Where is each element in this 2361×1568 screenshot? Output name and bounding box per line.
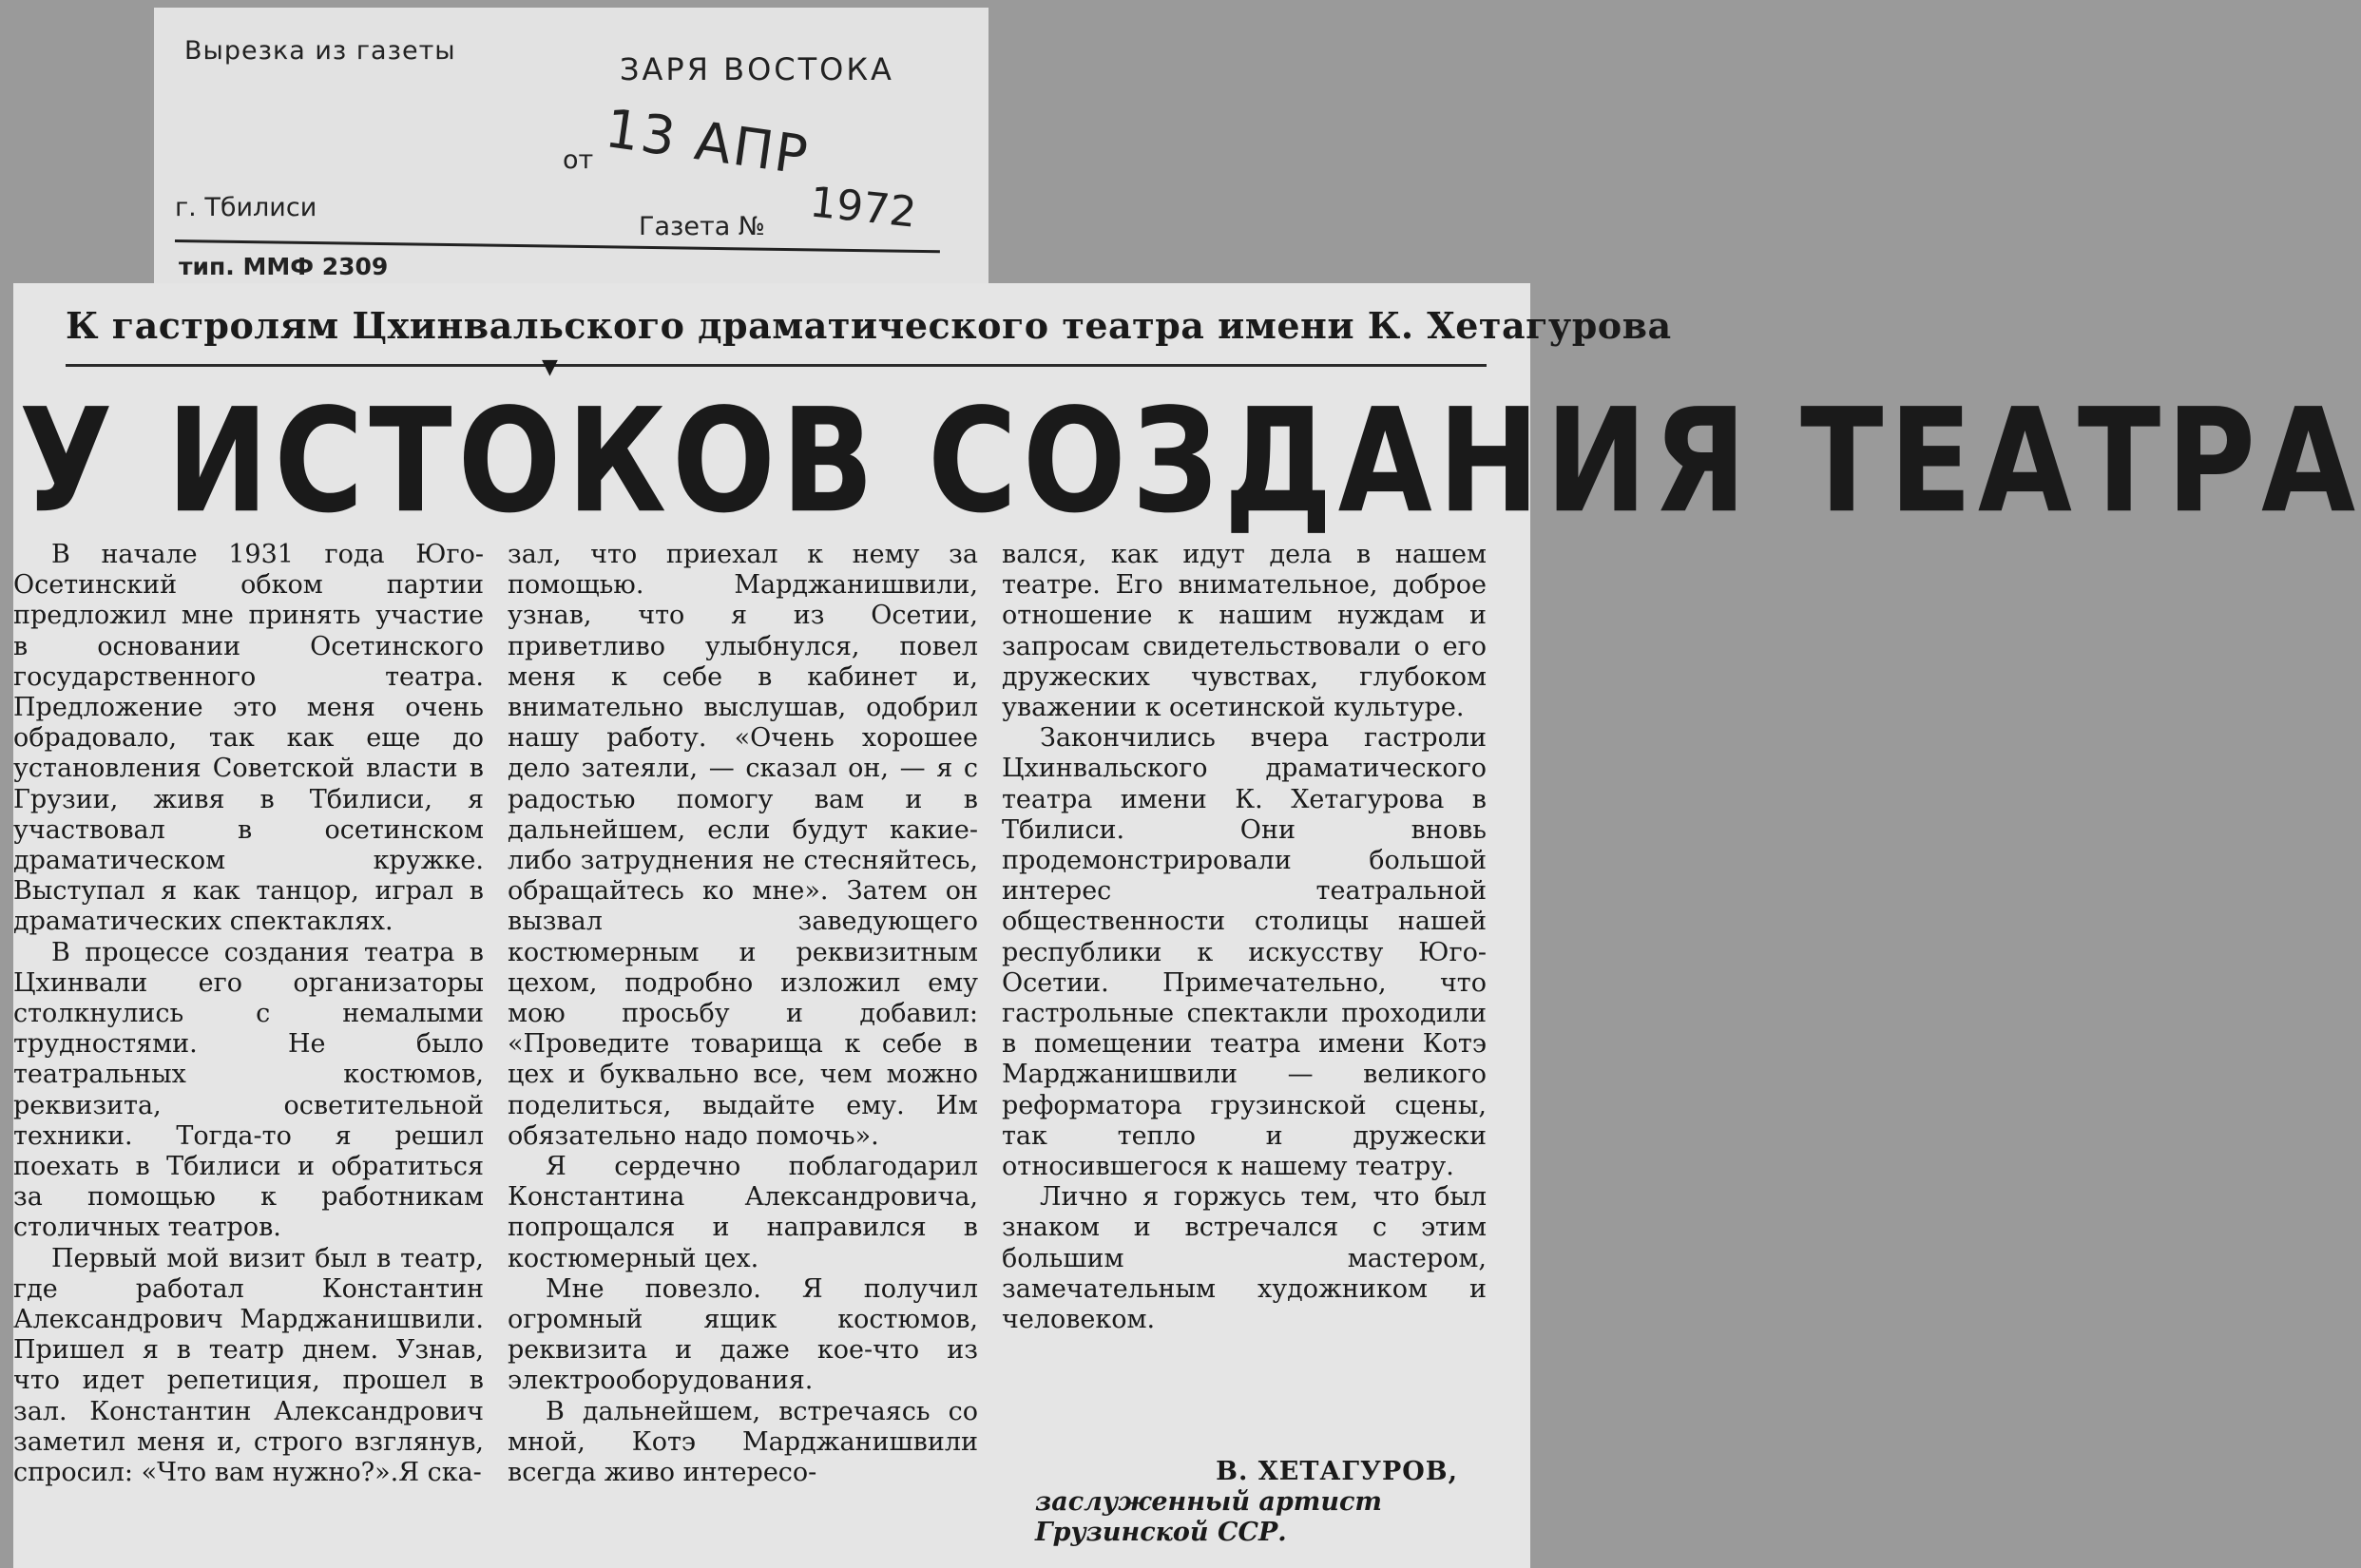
- kicker-divider: [66, 364, 1487, 367]
- newspaper-clipping: [13, 283, 2361, 1568]
- author-name: В. ХЕТАГУРОВ,: [1216, 1457, 1458, 1486]
- article-headline: У ИСТОКОВ СОЗДАНИЯ ТЕАТРА: [19, 378, 2361, 545]
- clipping-label-card: [154, 8, 989, 288]
- date-stamp: 13 АПР: [601, 98, 814, 188]
- paragraph: вался, как идут дела в нашем театре. Его внимательное, доброе отношение к нашим нуждам и запросам свидетельствовали о его дружеских чувствах, глубоком уважении к осетинской культуре.: [1002, 540, 1487, 723]
- paragraph: В процессе создания театра в Цхинвали его организаторы столкнулись с немалыми трудностями. Не было театральных костюмов, реквизита, осветительной техники. Тогда-то я решил поехать в Тбилиси и обратиться за помощью к работникам столичных театров.: [13, 937, 484, 1243]
- paragraph: В дальнейшем, встречаясь со мной, Котэ Марджанишвили всегда живо интересо-: [508, 1396, 978, 1488]
- article-kicker: К гастролям Цхинвальского драматического театра имени К. Хетагурова: [66, 304, 1672, 347]
- label-divider: [175, 239, 940, 253]
- issue-value: 1972: [807, 178, 919, 238]
- newspaper-name: ЗАРЯ ВОСТОКА: [620, 51, 894, 87]
- paragraph: В начале 1931 года Юго-Осетинский обком партии предложил мне принять участие в основании Осетинского государственного театра. Предложение это меня очень обрадовало, так как еще до установления Советской власти в Грузии, живя в Тбилиси, я участвовал в осетинском драматическом кружке. Выступал я как танцор, играл в драматических спектаклях.: [13, 540, 484, 937]
- author-title: заслуженный артист Грузинской ССР.: [1035, 1487, 1382, 1547]
- city-label: г. Тбилиси: [175, 193, 317, 222]
- paragraph: Закончились вчера гастроли Цхинвальского драматического театра имени К. Хетагурова в Тбилиси. Они вновь продемонстрировали большой интерес театральной общественности столицы нашей республики к искусству Юго-Осетии. Примечательно, что гастрольные спектакли проходили в помещении театра имени Котэ Марджанишвили — великого реформатора грузинской сцены, так тепло и дружески относившегося к нашему театру.: [1002, 723, 1487, 1182]
- article-column-3: [1002, 540, 1487, 1335]
- print-line: тип. ММФ 2309: [179, 253, 389, 280]
- paragraph: Лично я горжусь тем, что был знаком и встречался с этим большим мастером, замечательным художником и человеком.: [1002, 1182, 1487, 1335]
- date-from-label: от: [563, 145, 594, 175]
- paragraph: зал, что приехал к нему за помощью. Марджанишвили, узнав, что я из Осетии, приветливо улыбнулся, повел меня к себе в кабинет и, внимательно выслушав, одобрил нашу работу. «Очень хорошее дело затеяли, — сказал он, — я с радостью помогу вам и в дальнейшем, если будут какие-либо затруднения не стесняйтесь, обращайтесь ко мне». Затем он вызвал заведующего костюмерным и реквизитным цехом, подробно изложил ему мою просьбу и добавил: «Проведите товарища к себе в цех и буквально все, чем можно поделиться, выдайте ему. Им обязательно надо помочь».: [508, 540, 978, 1151]
- article-column-2: [508, 540, 978, 1488]
- paragraph: Мне повезло. Я получил огромный ящик костюмов, реквизита и даже кое-что из электрооборудования.: [508, 1273, 978, 1396]
- paragraph: Я сердечно поблагодарил Константина Александровича, попрощался и направился в костюмерный цех.: [508, 1152, 978, 1273]
- author-signature: [1021, 1457, 1515, 1548]
- ornament-icon: ▼: [542, 355, 558, 379]
- issue-label: Газета №: [639, 212, 765, 241]
- article-column-1: [13, 540, 484, 1488]
- source-label: Вырезка из газеты: [184, 36, 456, 66]
- paragraph: Первый мой визит был в театр, где работал Константин Александрович Марджанишвили. Пришел я в театр днем. Узнав, что идет репетиция, прошел в зал. Константин Александрович заметил меня и, строго взглянув, спросил: «Что вам нужно?».Я ска-: [13, 1243, 484, 1488]
